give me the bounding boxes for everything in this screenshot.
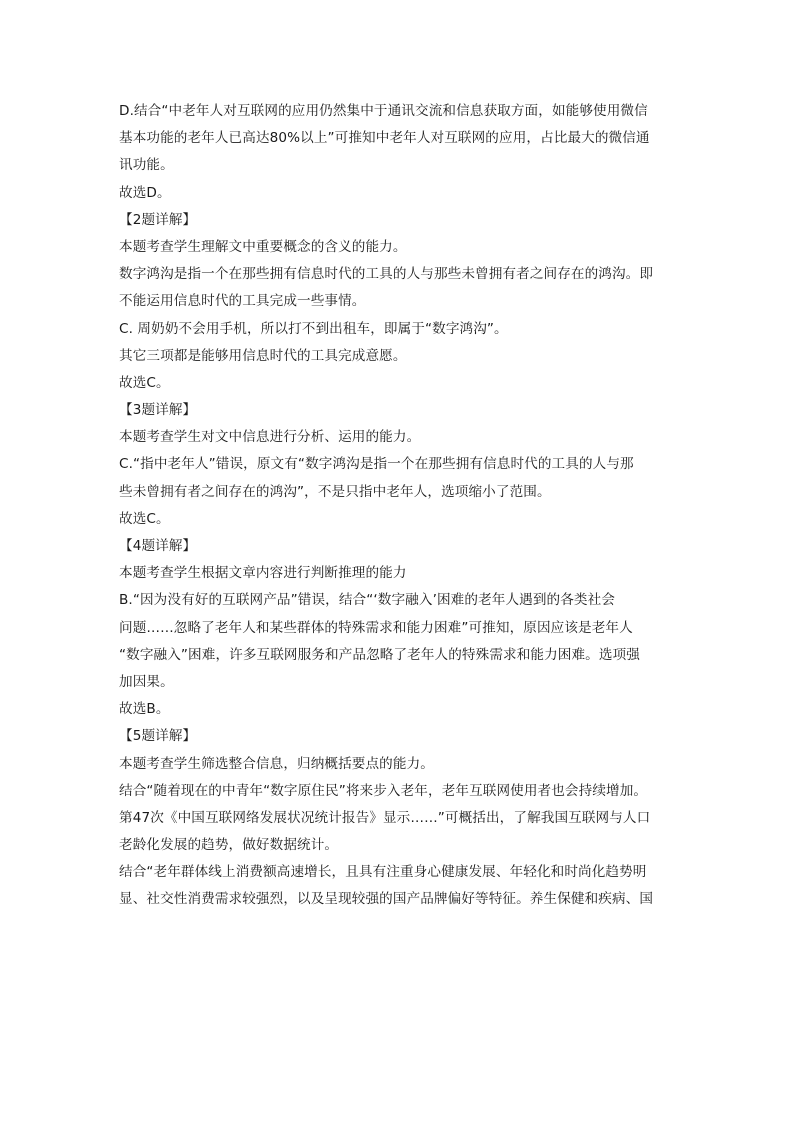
answer-line: 故选C。 <box>119 510 170 527</box>
section-heading-q3: 【3题详解】 <box>119 402 197 419</box>
text-line: C.“指中老年人”错误，原文有“数字鸿沟是指一个在那些拥有信息时代的工具的人与那 <box>119 456 634 473</box>
text-line: 本题考查学生根据文章内容进行判断推理的能力 <box>119 565 407 582</box>
answer-line: 故选D。 <box>119 184 171 201</box>
text-line: “数字融入”困难，许多互联网服务和产品忽略了老年人的特殊需求和能力困难。选项强 <box>119 646 640 663</box>
text-line: 问题……忽略了老年人和某些群体的特殊需求和能力困难”可推知，原因应该是老年人 <box>119 619 633 636</box>
text-line: D.结合“中老年人对互联网的应用仍然集中于通讯交流和信息获取方面，如能够使用微信 <box>119 103 648 119</box>
text-line: 本题考查学生对文中信息进行分析、运用的能力。 <box>119 429 421 446</box>
text-line: 加因果。 <box>119 673 174 690</box>
section-heading-q4: 【4题详解】 <box>119 538 197 554</box>
text-line: 老龄化发展的趋势，做好数据统计。 <box>119 837 339 854</box>
text-line: 其它三项都是能够用信息时代的工具完成意愿。 <box>119 347 407 364</box>
text-line: 数字鸿沟是指一个在那些拥有信息时代的工具的人与那些未曾拥有者之间存在的鸿沟。即 <box>119 266 654 283</box>
text-line: 第47次《中国互联网络发展状况统计报告》显示……”可概括出，了解我国互联网与人口 <box>119 809 651 826</box>
text-line: C. 周奶奶不会用手机，所以打不到出租车，即属于“数字鸿沟”。 <box>119 320 508 337</box>
answer-line: 故选B。 <box>119 701 170 718</box>
text-line: 不能运用信息时代的工具完成一些事情。 <box>119 293 366 310</box>
text-line: 些未曾拥有者之间存在的鸿沟”，不是只指中老年人，选项缩小了范围。 <box>119 483 551 500</box>
section-heading-q5: 【5题详解】 <box>119 728 197 745</box>
text-line: 结合“老年群体线上消费额高速增长，且具有注重身心健康发展、年轻化和时尚化趋势明 <box>119 864 647 881</box>
document-body <box>119 98 685 914</box>
text-line: 基本功能的老年人已高达80%以上”可推知中老年人对互联网的应用，占比最大的微信通 <box>119 130 650 147</box>
answer-line: 故选C。 <box>119 374 170 391</box>
text-line: 本题考查学生筛选整合信息，归纳概括要点的能力。 <box>119 755 434 772</box>
text-line: 显、社交性消费需求较强烈，以及呈现较强的国产品牌偏好等特征。养生保健和疾病、国 <box>119 891 654 908</box>
section-heading-q2: 【2题详解】 <box>119 211 197 228</box>
text-line: 结合“随着现在的中青年“数字原住民”将来步入老年，老年互联网使用者也会持续增加。 <box>119 782 648 799</box>
text-line: B.“因为没有好的互联网产品”错误，结合“‘数字融入’困难的老年人遇到的各类社会 <box>119 592 616 609</box>
text-line: 本题考查学生理解文中重要概念的含义的能力。 <box>119 238 407 255</box>
text-line: 讯功能。 <box>119 157 174 174</box>
